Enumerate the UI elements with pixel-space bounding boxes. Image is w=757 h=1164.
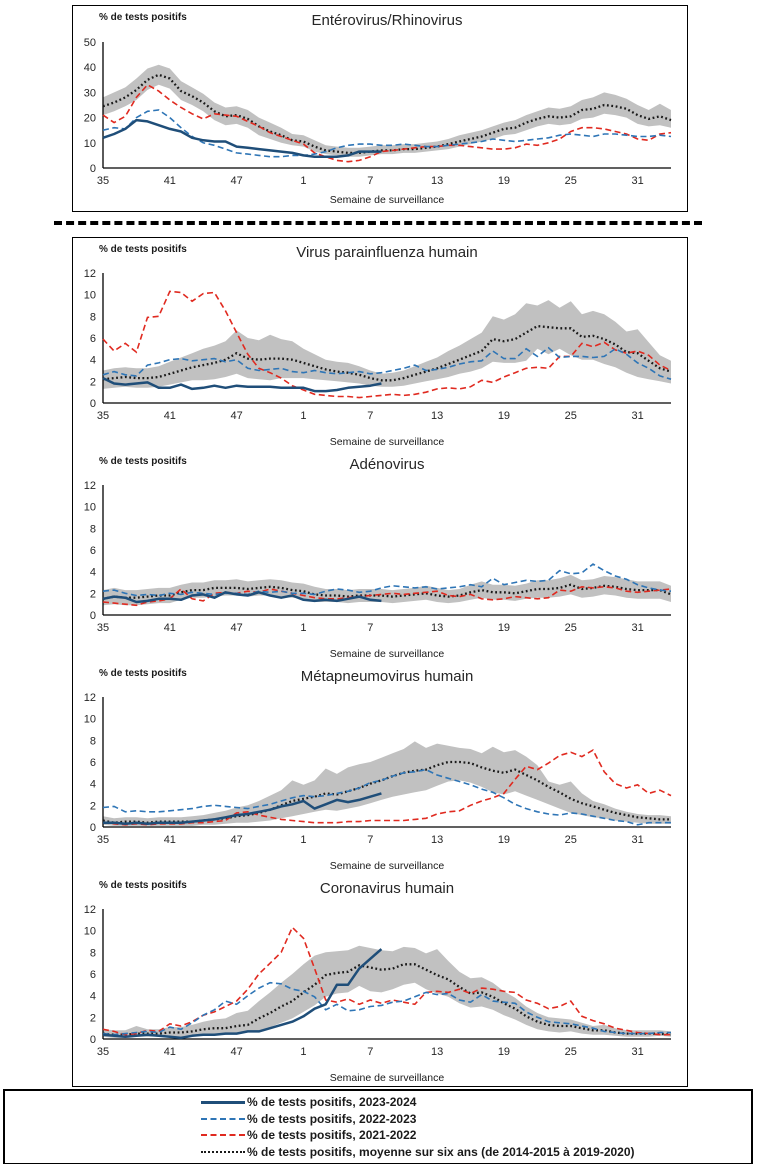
chart-box-top — [72, 5, 688, 212]
svg-text:8: 8 — [89, 523, 96, 536]
svg-text:47: 47 — [230, 1046, 243, 1058]
svg-text:35: 35 — [96, 410, 110, 422]
svg-text:25: 25 — [564, 834, 577, 846]
svg-text:2: 2 — [89, 376, 96, 389]
svg-text:41: 41 — [163, 175, 176, 187]
svg-text:10: 10 — [83, 289, 96, 302]
svg-text:25: 25 — [564, 410, 577, 422]
legend-label: % de tests positifs, 2023-2024 — [247, 1095, 417, 1110]
svg-text:8: 8 — [89, 947, 96, 960]
legend-line-dashed-blue-icon — [201, 1118, 245, 1120]
x-axis-title: Semaine de surveillance — [329, 436, 445, 448]
svg-text:7: 7 — [367, 175, 374, 187]
svg-text:2: 2 — [89, 800, 96, 813]
svg-text:7: 7 — [367, 834, 374, 846]
svg-text:19: 19 — [497, 622, 511, 634]
chart-parainfluenza — [73, 238, 687, 450]
svg-text:13: 13 — [430, 175, 444, 187]
svg-text:10: 10 — [83, 713, 96, 726]
svg-text:31: 31 — [631, 410, 644, 422]
svg-text:6: 6 — [89, 545, 96, 557]
svg-text:47: 47 — [230, 834, 243, 846]
metapneumovirus-plot — [73, 662, 685, 874]
svg-text:0: 0 — [89, 822, 96, 834]
svg-text:35: 35 — [96, 622, 110, 634]
svg-text:31: 31 — [631, 622, 644, 634]
legend-line-dashed-red-icon — [201, 1134, 245, 1136]
svg-text:7: 7 — [367, 1046, 374, 1058]
svg-text:35: 35 — [96, 175, 110, 187]
legend-line-dotted-black-icon — [201, 1151, 245, 1153]
svg-text:13: 13 — [430, 1046, 444, 1058]
svg-text:19: 19 — [497, 410, 511, 422]
svg-text:20: 20 — [83, 112, 96, 125]
legend-item-moyenne — [5, 1144, 751, 1161]
svg-text:1: 1 — [300, 834, 307, 846]
y-axis-title: % de tests positifs — [99, 456, 187, 467]
legend-label: % de tests positifs, 2021-2022 — [247, 1128, 417, 1143]
x-axis-title: Semaine de surveillance — [329, 1072, 445, 1084]
chart-title: Adénovirus — [349, 456, 425, 473]
svg-text:31: 31 — [631, 834, 644, 846]
svg-text:1: 1 — [300, 1046, 307, 1058]
legend-label: % de tests positifs, moyenne sur six ans (de 2014-2015 à 2019-2020) — [247, 1144, 635, 1159]
svg-text:47: 47 — [230, 410, 243, 422]
svg-text:10: 10 — [83, 501, 96, 514]
svg-text:47: 47 — [230, 175, 243, 187]
svg-text:1: 1 — [300, 622, 307, 634]
coronavirus-plot — [73, 874, 685, 1086]
svg-text:31: 31 — [631, 175, 644, 187]
svg-text:8: 8 — [89, 735, 96, 748]
legend-item-2023-2024 — [5, 1094, 751, 1111]
legend-line-solid-navy-icon — [201, 1101, 245, 1104]
chart-metapneumovirus — [73, 662, 687, 874]
legend — [3, 1089, 753, 1164]
svg-text:10: 10 — [83, 925, 96, 938]
x-axis-title: Semaine de surveillance — [329, 194, 445, 206]
svg-text:13: 13 — [430, 410, 444, 422]
svg-text:0: 0 — [89, 398, 96, 410]
adenovirus-plot — [73, 450, 685, 662]
y-axis-title: % de tests positifs — [99, 244, 187, 255]
legend-item-2021-2022 — [5, 1127, 751, 1144]
svg-text:12: 12 — [83, 692, 96, 704]
svg-text:6: 6 — [89, 969, 96, 981]
legend-label: % de tests positifs, 2022-2023 — [247, 1111, 417, 1126]
chart-title: Métapneumovirus humain — [300, 668, 474, 685]
y-axis-title: % de tests positifs — [99, 880, 187, 891]
svg-text:1: 1 — [300, 410, 307, 422]
svg-text:2: 2 — [89, 1012, 96, 1025]
svg-text:25: 25 — [564, 1046, 577, 1058]
svg-text:40: 40 — [83, 62, 96, 75]
svg-text:41: 41 — [163, 1046, 176, 1058]
y-axis-title: % de tests positifs — [99, 12, 187, 23]
parainfluenza-plot — [73, 238, 685, 450]
svg-text:25: 25 — [564, 622, 577, 634]
svg-text:10: 10 — [83, 137, 96, 150]
chart-adenovirus — [73, 450, 687, 662]
svg-text:19: 19 — [497, 1046, 511, 1058]
svg-text:6: 6 — [89, 333, 96, 345]
y-axis-title: % de tests positifs — [99, 668, 187, 679]
x-axis-title: Semaine de surveillance — [329, 860, 445, 872]
svg-text:35: 35 — [96, 1046, 110, 1058]
svg-text:13: 13 — [430, 834, 444, 846]
svg-text:0: 0 — [89, 1034, 96, 1046]
chart-title: Entérovirus/Rhinovirus — [311, 12, 463, 29]
chart-title: Virus parainfluenza humain — [296, 244, 478, 261]
svg-text:8: 8 — [89, 311, 96, 324]
chart-enterovirus-rhinovirus — [73, 6, 687, 208]
svg-text:41: 41 — [163, 410, 176, 422]
svg-text:12: 12 — [83, 480, 96, 492]
svg-text:19: 19 — [497, 834, 511, 846]
svg-text:41: 41 — [163, 834, 176, 846]
svg-text:12: 12 — [83, 268, 96, 280]
svg-text:4: 4 — [89, 778, 96, 791]
svg-text:25: 25 — [564, 175, 577, 187]
chart-title: Coronavirus humain — [319, 880, 455, 897]
svg-text:50: 50 — [83, 37, 96, 49]
svg-text:0: 0 — [89, 163, 96, 175]
x-axis-title: Semaine de surveillance — [329, 648, 445, 660]
svg-text:47: 47 — [230, 622, 243, 634]
svg-text:30: 30 — [83, 87, 96, 100]
svg-text:2: 2 — [89, 588, 96, 601]
svg-text:6: 6 — [89, 757, 96, 769]
svg-text:4: 4 — [89, 566, 96, 579]
svg-text:7: 7 — [367, 622, 374, 634]
svg-text:1: 1 — [300, 175, 307, 187]
svg-text:35: 35 — [96, 834, 110, 846]
chart-box-bottom — [72, 237, 688, 1087]
svg-text:12: 12 — [83, 904, 96, 916]
svg-text:13: 13 — [430, 622, 444, 634]
dashed-divider — [54, 221, 702, 225]
svg-text:41: 41 — [163, 622, 176, 634]
legend-item-2022-2023 — [5, 1111, 751, 1128]
chart-coronavirus — [73, 874, 687, 1086]
enterovirus-rhinovirus-plot — [73, 6, 685, 208]
svg-text:19: 19 — [497, 175, 511, 187]
svg-text:31: 31 — [631, 1046, 644, 1058]
svg-text:4: 4 — [89, 354, 96, 367]
svg-text:7: 7 — [367, 410, 374, 422]
svg-text:4: 4 — [89, 990, 96, 1003]
svg-text:0: 0 — [89, 610, 96, 622]
